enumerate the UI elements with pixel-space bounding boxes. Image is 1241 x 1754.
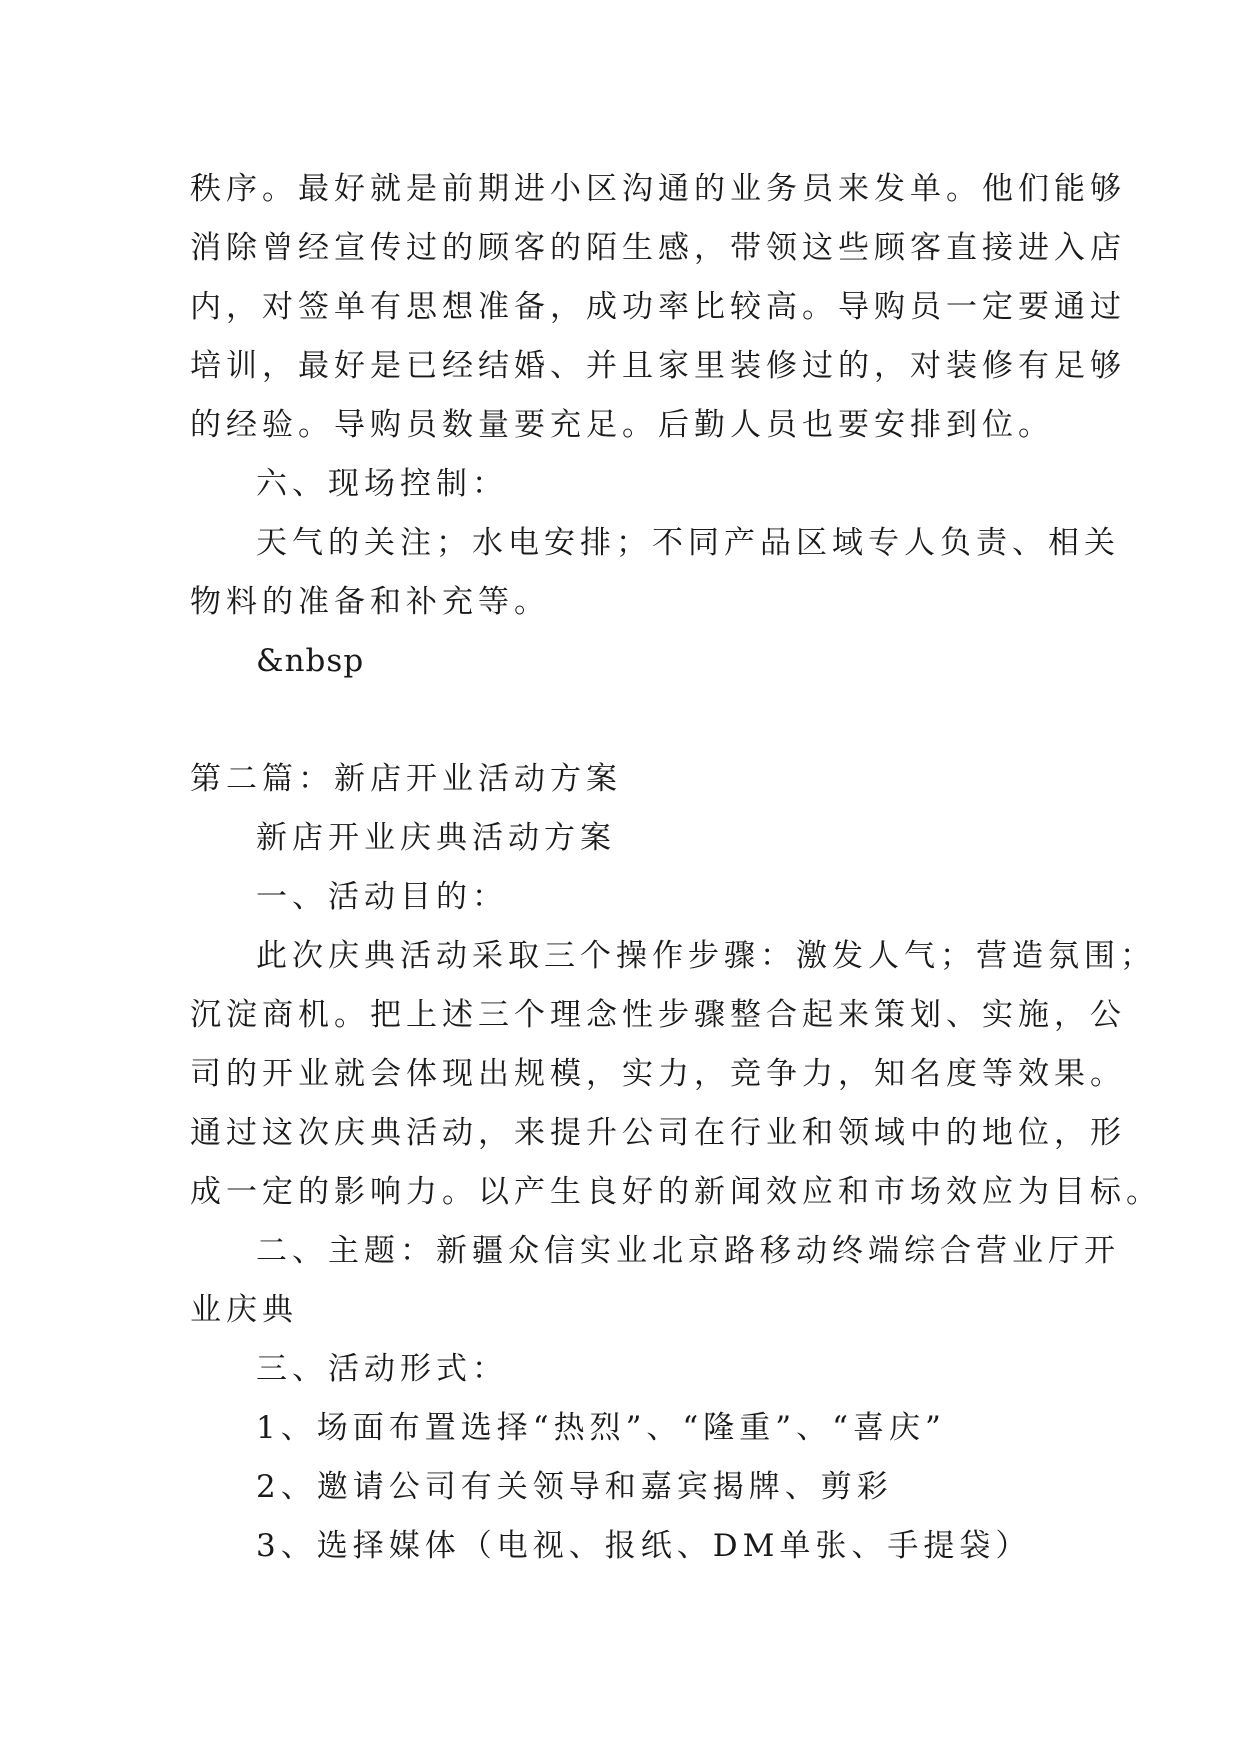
section-heading: 六、现场控制： bbox=[256, 466, 508, 502]
document-title: 新店开业庆典活动方案 bbox=[256, 820, 616, 856]
paragraph-line: 业庆典 bbox=[190, 1292, 298, 1328]
blank-line bbox=[190, 691, 1070, 750]
section-heading: 二、主题：新疆众信实业北京路移动终端综合营业厅开 bbox=[256, 1233, 1120, 1269]
section-heading: 三、活动形式： bbox=[256, 1351, 508, 1387]
paragraph-line: 天气的关注；水电安排；不同产品区域专人负责、相关 bbox=[256, 525, 1120, 561]
paragraph-line: 培训，最好是已经结婚、并且家里装修过的，对装修有足够 bbox=[190, 348, 1126, 384]
paragraph-line: 通过这次庆典活动，来提升公司在行业和领域中的地位，形 bbox=[190, 1115, 1126, 1151]
paragraph-line: 物料的准备和补充等。 bbox=[190, 584, 550, 620]
paragraph-line: 内，对签单有思想准备，成功率比较高。导购员一定要通过 bbox=[190, 289, 1126, 325]
list-item: 2、邀请公司有关领导和嘉宾揭牌、剪彩 bbox=[256, 1469, 893, 1505]
paragraph-line: 秩序。最好就是前期进小区沟通的业务员来发单。他们能够 bbox=[190, 171, 1126, 207]
paragraph-line: 司的开业就会体现出规模，实力，竞争力，知名度等效果。 bbox=[190, 1056, 1126, 1092]
section-heading: 一、活动目的： bbox=[256, 879, 508, 915]
paragraph-line: 消除曾经宣传过的顾客的陌生感，带领这些顾客直接进入店 bbox=[190, 230, 1126, 266]
paragraph-line: 此次庆典活动采取三个操作步骤：激发人气；营造氛围； bbox=[256, 938, 1156, 974]
list-item: 1、场面布置选择“热烈”、“隆重”、“喜庆” bbox=[256, 1410, 946, 1446]
paragraph-line: 成一定的影响力。以产生良好的新闻效应和市场效应为目标。 bbox=[190, 1174, 1162, 1210]
paragraph-line: 的经验。导购员数量要充足。后勤人员也要安排到位。 bbox=[190, 407, 1054, 443]
paragraph-line: 沉淀商机。把上述三个理念性步骤整合起来策划、实施，公 bbox=[190, 997, 1126, 1033]
nbsp-artifact-text: &nbsp bbox=[256, 643, 365, 679]
list-item: 3、选择媒体（电视、报纸、DM单张、手提袋） bbox=[256, 1528, 1032, 1564]
chapter-title: 第二篇：新店开业活动方案 bbox=[190, 761, 622, 797]
document-body bbox=[190, 160, 1162, 1576]
